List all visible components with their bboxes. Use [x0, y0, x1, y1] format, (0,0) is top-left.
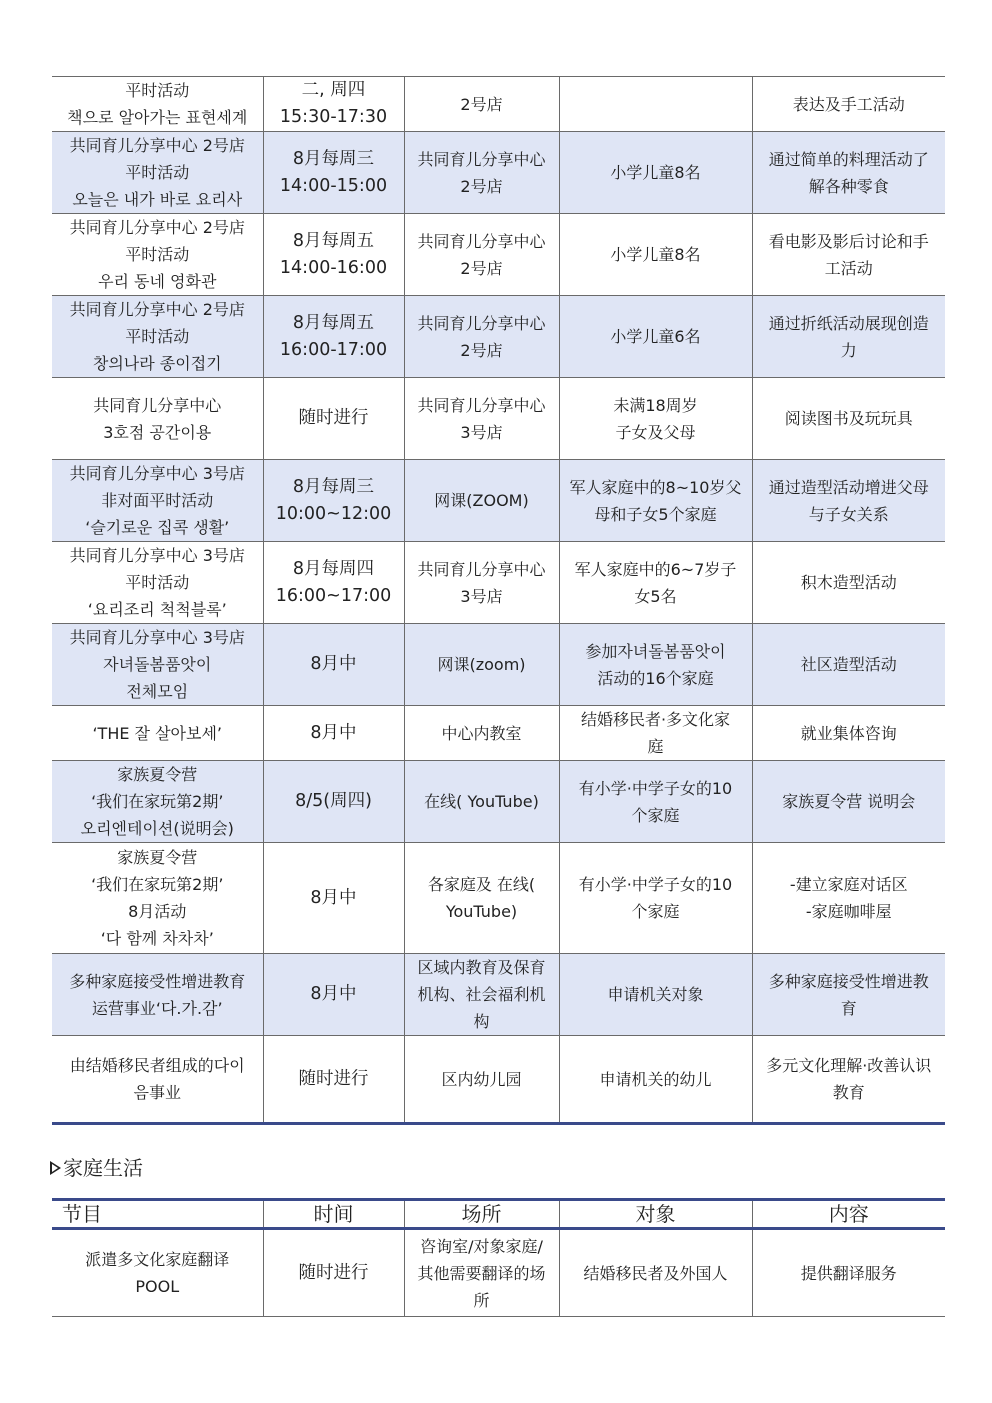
cell-program [52, 706, 263, 761]
cell-text: 非对面平时活动 [101, 491, 214, 510]
cell-text: 平时活动 [125, 327, 190, 346]
cell-text: 看电影及影后讨论和手 [768, 231, 929, 251]
cell-text: 共同育儿分享中心 3号店 [69, 464, 245, 483]
cell-text: 力 [840, 340, 857, 360]
cell-text: 解各种零食 [808, 176, 889, 196]
cell-target [559, 761, 752, 843]
cell-time [263, 378, 404, 460]
triangle-right-icon [50, 1161, 61, 1175]
cell-text: 构 [473, 1012, 490, 1031]
table-row [52, 460, 945, 542]
cell-text: 平时活动 [125, 163, 190, 182]
cell-text: 中心内教室 [441, 723, 522, 743]
cell-target [559, 542, 752, 624]
cell-text: 区域内教育及保育 [417, 958, 546, 977]
cell-program [52, 542, 263, 624]
section-title: 家庭生活 [63, 1156, 143, 1180]
table-header-row [52, 1200, 945, 1229]
cell-text: 多种家庭接受性增进教育 [69, 971, 246, 991]
section-heading [50, 1152, 143, 1184]
cell-text: 16:00-17:00 [279, 339, 388, 360]
cell-content [752, 378, 945, 460]
cell-text: 8月每周四 [292, 558, 375, 579]
cell-text: -建立家庭对话区 [789, 875, 908, 894]
cell-text: 阅读图书及玩玩具 [784, 409, 913, 428]
cell-target [559, 132, 752, 214]
cell-text: 有小学·中学子女的10 [578, 875, 733, 894]
cell-text: 未满18周岁 [613, 395, 698, 415]
cell-text: 积木造型活动 [800, 573, 897, 592]
cell-content [752, 542, 945, 624]
cell-text: 随时进行 [298, 1262, 369, 1283]
cell-text: 其他需要翻译的场 [417, 1263, 546, 1283]
cell-text: 所 [473, 1290, 490, 1310]
table-row [52, 77, 945, 132]
cell-text: 3호점 공간이용 [103, 422, 212, 442]
cell-text: POOL [135, 1277, 180, 1296]
header-target: 对象 [559, 1200, 752, 1229]
cell-time [263, 460, 404, 542]
cell-content [752, 843, 945, 954]
cell-time [263, 77, 404, 132]
table-row [52, 214, 945, 296]
cell-text: 与子女关系 [808, 504, 889, 524]
cell-text: ‘我们在家玩第2期’ [91, 792, 224, 811]
table-row [52, 761, 945, 843]
cell-text: 8月每周五 [292, 312, 375, 333]
cell-time [263, 1036, 404, 1124]
cell-text: 各家庭及 在线( [427, 875, 536, 894]
family-life-table [52, 1198, 945, 1317]
cell-text: -家庭咖啡屋 [805, 902, 892, 921]
cell-place [404, 460, 559, 542]
cell-text: 2号店 [460, 258, 503, 278]
cell-text: 育 [840, 998, 857, 1018]
cell-place [404, 296, 559, 378]
cell-time [263, 843, 404, 954]
table-row [52, 954, 945, 1036]
cell-text: 共同育儿分享中心 [417, 395, 546, 415]
cell-place [404, 542, 559, 624]
cell-time [263, 214, 404, 296]
cell-text: 8月每周五 [292, 230, 375, 251]
cell-content [752, 706, 945, 761]
cell-place [404, 843, 559, 954]
cell-text: 网课(ZOOM) [434, 491, 529, 510]
table-row [52, 843, 945, 954]
cell-time [263, 132, 404, 214]
table-row [52, 378, 945, 460]
cell-program [52, 1229, 263, 1317]
cell-content [752, 214, 945, 296]
cell-place [404, 1036, 559, 1124]
cell-text: 家族夏令营 [117, 765, 198, 784]
cell-text: 8月中 [310, 984, 357, 1004]
cell-place [404, 706, 559, 761]
header-place: 场所 [404, 1200, 559, 1229]
cell-program [52, 77, 263, 132]
cell-place [404, 214, 559, 296]
cell-text: 小学儿童8名 [610, 163, 701, 182]
cell-target [559, 1036, 752, 1124]
cell-text: ‘다 함께 차차차’ [100, 929, 214, 948]
cell-text: 자녀돌봄품앗이 [103, 655, 212, 674]
cell-text: 共同育儿分享中心 [417, 149, 546, 169]
cell-program [52, 296, 263, 378]
cell-target [559, 460, 752, 542]
cell-text: 共同育儿分享中心 [417, 231, 546, 251]
cell-text: 女5名 [634, 586, 677, 606]
cell-text: 表达及手工活动 [792, 94, 905, 114]
cell-text: 军人家庭中的8~10岁父 [569, 477, 742, 497]
cell-time [263, 624, 404, 706]
cell-text: 母和子女5个家庭 [594, 504, 717, 524]
cell-text: 个家庭 [631, 805, 680, 825]
cell-text: 8月每周三 [292, 476, 375, 497]
cell-text: ‘슬기로운 집콕 생활’ [85, 518, 230, 537]
cell-text: 通过简单的料理活动了 [768, 149, 929, 169]
cell-program [52, 132, 263, 214]
cell-text: 参加자녀돌봄품앗이 [585, 641, 726, 661]
cell-text: 平时活动 [125, 81, 190, 100]
cell-content [752, 624, 945, 706]
cell-text: 个家庭 [631, 902, 680, 921]
cell-text: 结婚移民者·多文化家 [580, 710, 731, 729]
cell-text: 2号店 [460, 176, 503, 196]
cell-content [752, 460, 945, 542]
cell-text: 2号店 [460, 340, 503, 360]
cell-place [404, 1229, 559, 1317]
cell-content [752, 132, 945, 214]
cell-text: 8月活动 [128, 902, 187, 921]
cell-text: 活动的16个家庭 [597, 668, 714, 688]
cell-target [559, 954, 752, 1036]
cell-text: 8月中 [310, 654, 357, 674]
cell-program [52, 378, 263, 460]
cell-text: 14:00-15:00 [279, 175, 388, 196]
table-row [52, 542, 945, 624]
cell-text: 共同育儿分享中心 2号店 [69, 218, 245, 237]
cell-content [752, 761, 945, 843]
cell-program [52, 954, 263, 1036]
cell-text: 오늘은 내가 바로 요리사 [72, 190, 243, 209]
cell-target [559, 77, 752, 132]
cell-text: 提供翻译服务 [800, 1263, 897, 1283]
header-program: 节目 [52, 1200, 263, 1229]
cell-text: 多元文化理解·改善认识 [766, 1056, 932, 1075]
cell-text: 3号店 [460, 586, 503, 606]
cell-target [559, 706, 752, 761]
cell-program [52, 214, 263, 296]
cell-text: 随时进行 [298, 408, 369, 428]
cell-content [752, 77, 945, 132]
cell-target [559, 378, 752, 460]
cell-text: 共同育儿分享中心 3号店 [69, 546, 245, 565]
cell-text: 共同育儿分享中心 [417, 313, 546, 333]
cell-text: 창의나라 종이접기 [92, 354, 222, 373]
cell-text: 子女及父母 [615, 422, 696, 442]
cell-text: 随时进行 [298, 1068, 369, 1089]
cell-text: 社区造型活动 [800, 655, 897, 674]
cell-place [404, 378, 559, 460]
cell-text: 家族夏令营 [117, 848, 198, 867]
cell-text: 共同育儿分享中心 3号店 [69, 628, 245, 647]
cell-text: 运营事业‘다.가.감’ [91, 998, 223, 1018]
cell-program [52, 761, 263, 843]
cell-text: YouTube) [445, 902, 518, 921]
table-row [52, 296, 945, 378]
cell-time [263, 761, 404, 843]
cell-text: 책으로 알아가는 표현세계 [67, 108, 248, 127]
cell-text: 오리엔테이션(说明会) [80, 819, 234, 838]
cell-text: 庭 [647, 737, 664, 756]
table-row [52, 1036, 945, 1124]
cell-time [263, 1229, 404, 1317]
cell-text: 家族夏令营 说明会 [782, 792, 916, 811]
family-table-body [52, 1229, 945, 1317]
cell-place [404, 954, 559, 1036]
cell-text: 共同育儿分享中心 [417, 559, 546, 579]
cell-text: 共同育儿分享中心 2号店 [69, 136, 245, 155]
cell-text: 工活动 [824, 258, 873, 278]
cell-text: 区内幼儿园 [441, 1069, 522, 1089]
cell-text: 机构、社会福利机 [417, 985, 546, 1004]
cell-text: 军人家庭中的6~7岁子 [574, 559, 737, 579]
cell-text: 전체모임 [126, 682, 189, 701]
header-time: 时间 [263, 1200, 404, 1229]
cell-place [404, 761, 559, 843]
cell-text: 派遣多文化家庭翻译 [85, 1250, 230, 1269]
cell-text: 8月中 [310, 887, 357, 908]
cell-text: 申请机关的幼儿 [599, 1069, 712, 1089]
cell-text: 우리 동네 영화관 [98, 272, 217, 291]
cell-text: ‘THE 잘 살아보세’ [92, 723, 223, 743]
header-content: 内容 [752, 1200, 945, 1229]
cell-text: 有小学·中学子女的10 [578, 778, 733, 798]
cell-target [559, 214, 752, 296]
cell-text: 通过折纸活动展现创造 [768, 313, 929, 333]
cell-text: 平时活动 [125, 573, 190, 592]
cell-text: ‘요리조리 척척블록’ [87, 600, 227, 619]
program-table-body [52, 77, 945, 1124]
cell-content [752, 1036, 945, 1124]
cell-text: 3号店 [460, 422, 503, 442]
cell-place [404, 624, 559, 706]
cell-program [52, 843, 263, 954]
cell-target [559, 843, 752, 954]
cell-text: 2号店 [460, 94, 503, 114]
cell-text: 就业集体咨询 [800, 723, 897, 743]
cell-text: 结婚移民者及外国人 [583, 1263, 728, 1283]
cell-text: 申请机关对象 [607, 985, 704, 1004]
cell-text: 음事业 [133, 1083, 181, 1102]
cell-text: 10:00~12:00 [275, 503, 392, 524]
cell-place [404, 132, 559, 214]
program-table [52, 76, 945, 1125]
cell-text: 教育 [832, 1083, 865, 1102]
cell-text: 15:30-17:30 [279, 107, 388, 127]
cell-text: 小学儿童6名 [610, 327, 701, 346]
cell-target [559, 296, 752, 378]
cell-text: 8月每周三 [292, 148, 375, 169]
cell-time [263, 296, 404, 378]
cell-text: 网课(zoom) [437, 655, 526, 674]
cell-text: ‘我们在家玩第2期’ [91, 875, 224, 894]
cell-program [52, 460, 263, 542]
cell-time [263, 542, 404, 624]
cell-text: 8/5(周四) [295, 791, 372, 811]
cell-text: 14:00-16:00 [279, 257, 388, 278]
cell-text: 多种家庭接受性增进教 [768, 971, 929, 991]
cell-text: 咨询室/对象家庭/ [420, 1236, 543, 1256]
cell-content [752, 954, 945, 1036]
cell-time [263, 954, 404, 1036]
table-row [52, 1229, 945, 1317]
cell-text: 二, 周四 [301, 80, 366, 100]
cell-text: 平时活动 [125, 245, 190, 264]
cell-target [559, 1229, 752, 1317]
cell-time [263, 706, 404, 761]
cell-text: 共同育儿分享中心 2号店 [69, 300, 245, 319]
cell-text: 16:00~17:00 [275, 585, 392, 606]
cell-place [404, 77, 559, 132]
cell-text: 共同育儿分享中心 [93, 395, 222, 415]
table-row [52, 132, 945, 214]
cell-content [752, 296, 945, 378]
cell-content [752, 1229, 945, 1317]
cell-text: 通过造型活动增进父母 [768, 477, 929, 497]
table-row [52, 706, 945, 761]
cell-text: 由结婚移民者组成的다이 [69, 1056, 245, 1075]
cell-text: 8月中 [310, 722, 357, 743]
cell-program [52, 624, 263, 706]
cell-program [52, 1036, 263, 1124]
table-row [52, 624, 945, 706]
cell-text: 小学儿童8名 [610, 245, 701, 264]
cell-text: 在线( YouTube) [424, 792, 539, 811]
cell-target [559, 624, 752, 706]
